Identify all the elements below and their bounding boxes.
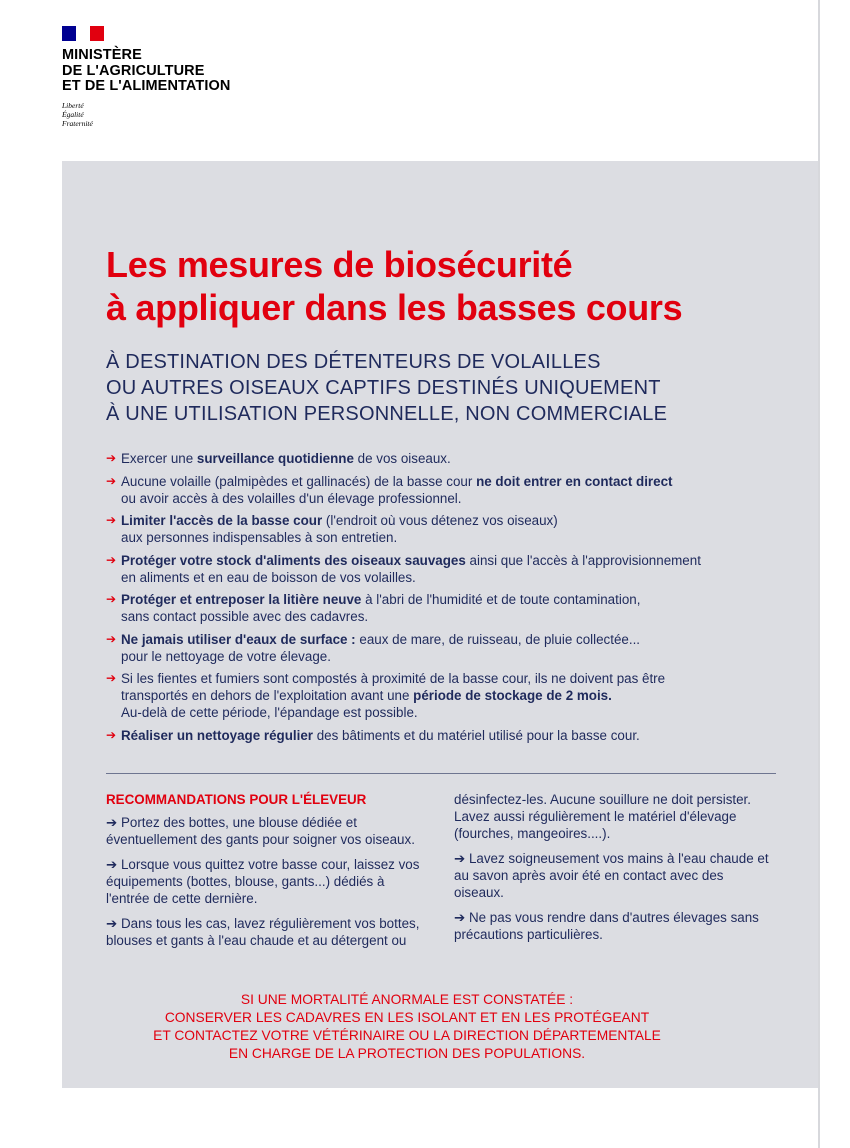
measure-text: ainsi que l'accès à l'approvisionnement — [465, 552, 701, 568]
motto-line: Égalité — [62, 109, 84, 119]
measure-text: eaux de mare, de ruisseau, de pluie collectée... — [355, 631, 641, 647]
content-panel — [62, 161, 818, 1088]
measure-text: (l'endroit où vous détenez vos oiseaux) — [322, 513, 558, 528]
measure-emphasis: Limiter l'accès de la basse cour — [121, 513, 323, 528]
alert-line: EN CHARGE DE LA PROTECTION DES POPULATIONS. — [228, 1046, 586, 1061]
measure-text: de vos oiseaux. — [353, 451, 451, 466]
poster-subtitle — [106, 349, 667, 427]
measure-text: des bâtiments et du matériel utilisé pour la basse cour. — [313, 727, 640, 743]
republic-motto — [62, 101, 230, 128]
measure-text: Exercer une — [121, 451, 197, 466]
measure-item — [106, 631, 786, 665]
measure-text: Au-delà de cette période, l'épandage est possible. — [121, 705, 418, 720]
measure-item — [106, 727, 786, 744]
recommendation-item — [454, 909, 776, 943]
alert-line: CONSERVER LES CADAVRES EN LES ISOLANT ET EN LES PROTÉGEANT — [164, 1010, 650, 1025]
recommendation-text: Portez des bottes, une blouse dédiée et éventuellement des gants pour soigner vos oiseaux. — [106, 815, 415, 847]
recommendation-item — [454, 850, 776, 901]
motto-line: Liberté — [62, 100, 84, 110]
section-divider — [106, 773, 776, 774]
ministry-line: ET DE L'ALIMENTATION — [62, 78, 231, 94]
measure-emphasis: surveillance quotidienne — [196, 451, 354, 466]
arrow-right-icon: ➔ — [106, 857, 118, 872]
biosecurity-measures-list — [106, 450, 786, 749]
flag-white-band — [76, 26, 90, 41]
arrow-right-icon: ➔ — [106, 451, 117, 465]
recommendations-section — [106, 791, 776, 951]
measure-text: Si les fientes et fumiers sont compostés à proximité de la basse cour, ils ne doivent pas être — [121, 671, 666, 686]
recommendation-text: Dans tous les cas, lavez régulièrement vos bottes, blouses et gants à l'eau chaude et au détergent ou désinfectez-les. Aucune souillure ne doit persister. Lavez aussi régulièrement le matériel d'élevage (fourches, mangeoires....). — [106, 792, 751, 948]
measure-text: sans contact possible avec des cadavres. — [121, 609, 369, 624]
ministry-line: DE L'AGRICULTURE — [62, 62, 205, 79]
recommendation-text: Lavez soigneusement vos mains à l'eau chaude et au savon après avoir été en contact avec des oiseaux. — [454, 851, 769, 900]
arrow-right-icon: ➔ — [106, 815, 118, 830]
measure-emphasis: période de stockage de 2 mois. — [413, 688, 612, 703]
measure-emphasis: ne doit entrer en contact direct — [476, 473, 673, 489]
arrow-right-icon: ➔ — [106, 592, 117, 606]
flag-blue-band — [62, 26, 76, 41]
measure-item — [106, 473, 786, 507]
ministry-name — [62, 48, 230, 95]
measure-item — [106, 670, 786, 721]
measure-text: pour le nettoyage de votre élevage. — [121, 648, 331, 664]
motto-line: Fraternité — [62, 118, 93, 128]
arrow-right-icon: ➔ — [454, 910, 466, 925]
mortality-alert — [62, 991, 752, 1063]
recommendations-list — [106, 791, 776, 951]
subtitle-line: À DESTINATION DES DÉTENTEURS DE VOLAILLES — [106, 351, 601, 373]
measure-emphasis: Ne jamais utiliser d'eaux de surface : — [121, 631, 356, 647]
arrow-right-icon: ➔ — [106, 513, 117, 527]
ministry-line: MINISTÈRE — [62, 47, 142, 63]
recommendation-item — [106, 814, 428, 848]
title-line: à appliquer dans les basses cours — [106, 287, 683, 328]
page-edge — [818, 0, 820, 1148]
ministry-header — [62, 26, 230, 128]
arrow-right-icon: ➔ — [106, 552, 117, 567]
arrow-right-icon: ➔ — [106, 473, 117, 488]
arrow-right-icon: ➔ — [106, 727, 117, 742]
measure-item — [106, 450, 786, 467]
flag-red-band — [90, 26, 104, 41]
subtitle-line: OU AUTRES OISEAUX CAPTIFS DESTINÉS UNIQUEMENT — [106, 377, 661, 399]
arrow-right-icon: ➔ — [106, 671, 117, 685]
recommendation-item — [106, 856, 428, 907]
arrow-right-icon: ➔ — [106, 916, 118, 931]
arrow-right-icon: ➔ — [106, 631, 117, 646]
measure-item — [106, 591, 786, 625]
measure-text: transportés en dehors de l'exploitation avant une — [121, 688, 414, 703]
measure-text: en aliments et en eau de boisson de vos volailles. — [121, 569, 416, 585]
measure-text: à l'abri de l'humidité et de toute contamination, — [361, 592, 641, 607]
measure-emphasis: Réaliser un nettoyage régulier — [121, 727, 313, 743]
alert-line: ET CONTACTEZ VOTRE VÉTÉRINAIRE OU LA DIRECTION DÉPARTEMENTALE — [153, 1028, 661, 1043]
arrow-right-icon: ➔ — [454, 851, 466, 866]
title-line: Les mesures de biosécurité — [106, 244, 573, 285]
subtitle-line: À UNE UTILISATION PERSONNELLE, NON COMMERCIALE — [106, 403, 668, 425]
measure-item — [106, 512, 786, 546]
measure-text: aux personnes indispensables à son entretien. — [121, 530, 398, 545]
recommendation-text: Lorsque vous quittez votre basse cour, laissez vos équipements (bottes, blouse, gants...) dédiés à l'entrée de cette dernière. — [106, 857, 420, 906]
poster-title — [106, 243, 682, 329]
recommendations-title: RECOMMANDATIONS POUR L'ÉLEVEUR — [106, 792, 367, 807]
measure-emphasis: Protéger et entreposer la litière neuve — [121, 592, 362, 607]
measure-text: ou avoir accès à des volailles d'un élevage professionnel. — [121, 490, 462, 506]
alert-line: SI UNE MORTALITÉ ANORMALE EST CONSTATÉE : — [240, 992, 574, 1007]
french-flag-logo — [62, 26, 104, 41]
recommendation-text: Ne pas vous rendre dans d'autres élevages sans précautions particulières. — [454, 910, 759, 942]
measure-emphasis: Protéger votre stock d'aliments des oiseaux sauvages — [121, 552, 466, 568]
measure-item — [106, 552, 786, 586]
measure-text: Aucune volaille (palmipèdes et gallinacés) de la basse cour — [121, 473, 477, 489]
